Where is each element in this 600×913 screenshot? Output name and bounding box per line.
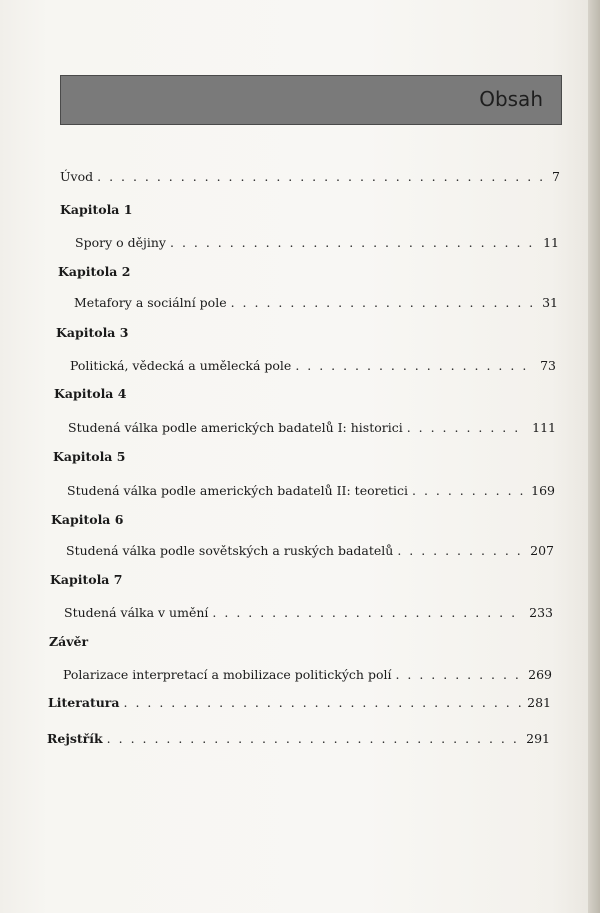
leader-dots [412,483,525,499]
page-edge-shadow [588,0,600,913]
toc-page-number: 169 [531,483,555,498]
toc-entry-label: Rejstřík [47,731,103,746]
toc-entry-chapter-4[interactable] [68,420,556,436]
toc-entry-uvod[interactable] [60,169,560,185]
toc-entry-rejstrik[interactable] [47,731,550,747]
toc-entry-label: Studená válka podle amerických badatelů I: historici [68,420,403,435]
chapter-heading-6: Kapitola 6 [51,512,124,527]
leader-dots [124,695,522,711]
toc-entry-label: Literatura [48,695,120,710]
toc-page-number: 73 [540,358,556,373]
toc-page-number: 7 [552,169,560,184]
leader-dots [295,358,534,374]
toc-entry-label: Studená válka podle amerických badatelů II: teoretici [67,483,409,498]
toc-entry-literatura[interactable] [48,695,551,711]
toc-page-number: 269 [528,667,552,682]
toc-page-number: 11 [543,235,559,250]
toc-entry-chapter-6[interactable] [66,543,554,559]
toc-entry-label: Spory o dějiny [75,235,166,250]
chapter-heading-7: Kapitola 7 [50,572,123,587]
toc-entry-chapter-2[interactable] [74,295,558,311]
chapter-heading-2: Kapitola 2 [58,264,131,279]
toc-entry-chapter-5[interactable] [67,483,555,499]
leader-dots [407,420,526,436]
conclusion-heading: Závěr [49,634,89,649]
toc-entry-conclusion[interactable] [63,667,552,683]
toc-entry-label: Studená válka v umění [64,605,209,620]
toc-entry-label: Polarizace interpretací a mobilizace politických polí [63,667,392,682]
leader-dots [212,605,523,621]
toc-page-number: 31 [542,295,558,310]
toc-page-number: 111 [532,420,556,435]
chapter-heading-5: Kapitola 5 [53,449,126,464]
toc-page-number: 281 [527,695,551,710]
leader-dots [397,543,524,559]
leader-dots [107,731,520,747]
leader-dots [231,295,536,311]
toc-entry-chapter-1[interactable] [75,235,559,251]
leader-dots [97,169,546,185]
toc-page-number: 233 [529,605,553,620]
leader-dots [395,667,522,683]
contents-title: Obsah [479,87,543,111]
toc-entry-chapter-3[interactable] [70,358,556,374]
chapter-heading-3: Kapitola 3 [56,325,129,340]
toc-entry-chapter-7[interactable] [64,605,553,621]
toc-entry-label: Studená válka podle sovětských a ruských badatelů [66,543,394,558]
chapter-heading-4: Kapitola 4 [54,386,127,401]
toc-entry-label: Úvod [60,169,94,184]
toc-entry-label: Metafory a sociální pole [74,295,227,310]
toc-page-number: 291 [526,731,550,746]
toc-page-number: 207 [530,543,554,558]
toc-entry-label: Politická, vědecká a umělecká pole [70,358,292,373]
chapter-heading-1: Kapitola 1 [60,202,133,217]
leader-dots [170,235,537,251]
contents-banner [60,75,562,125]
